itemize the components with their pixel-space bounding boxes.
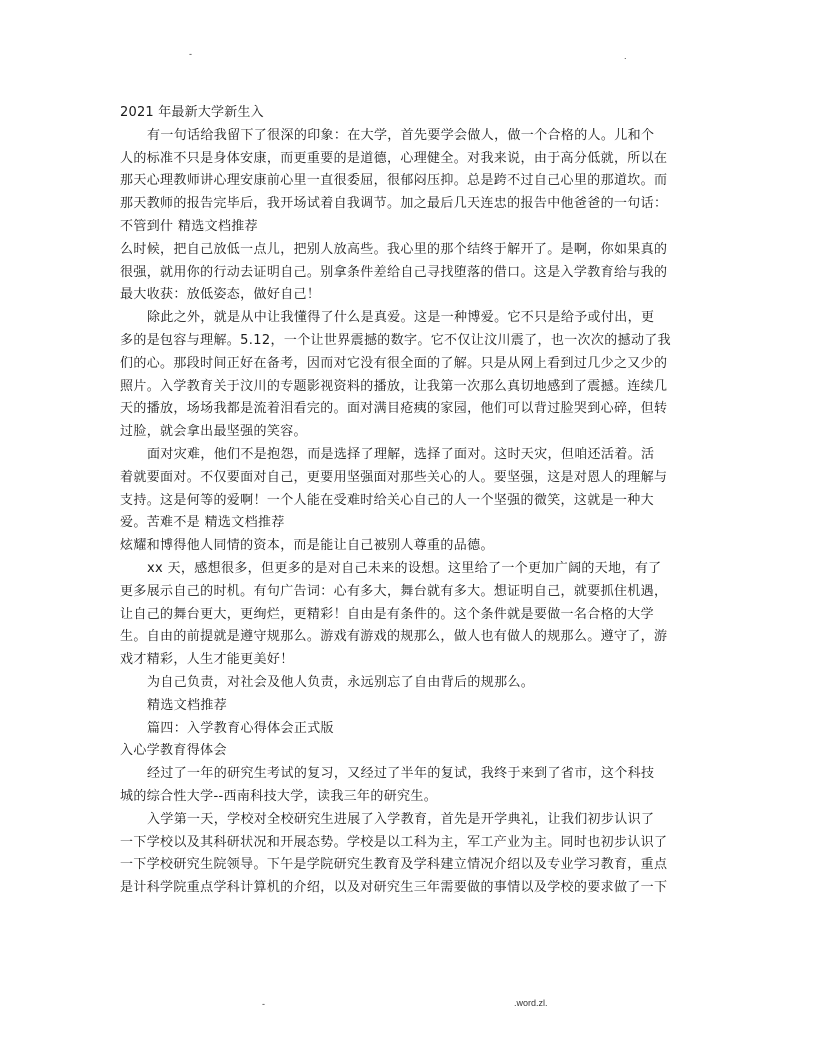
text-line: 炫耀和博得他人同情的资本，而是能让自己被别人尊重的品德。 [120,538,494,554]
text-line: 爱。苦难不是 精选文档推荐 [120,515,285,531]
text-line: 天的播放，场场我都是流着泪看完的。面对满目疮痍的家园，他们可以背过脸哭到心碎，但转 [120,401,668,417]
text-line: 那天心理教师讲心理安康前心里一直很委屈，很郁闷压抑。总是跨不过自己心里的那道坎。而 [120,173,668,189]
text-line: 面对灾难，他们不是抱怨，而是选择了理解，选择了面对。这时天灾，但咱还活着。活 [147,446,655,462]
text-line: 不管到什 精选文档推荐 [120,218,258,234]
text-line: 多的是包容与理解。5.12，一个让世界震撼的数字。它不仅让汶川震了，也一次次的撼动了我 [120,332,671,348]
text-line: 让自己的舞台更大，更绚烂，更精彩！自由是有条件的。这个条件就是要做一名合格的大学 [120,606,655,622]
text-line: 入心学教育得体会 [120,743,227,759]
text-line: 戏才精彩，人生才能更美好！ [120,652,294,668]
text-line: 为自己负责，对社会及他人负责，永远别忘了自由背后的规那么。 [147,674,535,690]
text-line: 着就要面对。不仅要面对自己，更要用坚强面对那些关心的人。要坚强，这是对恩人的理解与 [120,469,668,485]
text-line: 生。自由的前提就是遵守规那么。游戏有游戏的规那么，做人也有做人的规那么。遵守了，游 [120,629,668,645]
text-line: 么时候，把自己放低一点儿，把别人放高些。我心里的那个结终于解开了。是啊，你如果真的 [120,241,668,257]
paragraph-lines [120,125,698,900]
text-line: xx 天，感想很多，但更多的是对自己未来的设想。这里给了一个更加广阔的天地，有了 [147,560,662,576]
footer-left-mark: - [262,999,265,1009]
text-line: 更多展示自己的时机。有句广告词：心有多大，舞台就有多大。想证明自己，就要抓住机遇， [120,583,668,599]
text-line: 有一句话给我留下了很深的印象：在大学，首先要学会做人，做一个合格的人。儿和个 [147,127,655,143]
text-line: 们的心。那段时间正好在备考，因而对它没有很全面的了解。只是从网上看到过几少之又少的 [120,355,668,371]
text-line: 一下学校以及其科研状况和开展态势。学校是以工科为主，军工产业为主。同时也初步认识了 [120,834,668,850]
header-right-mark: . [624,51,627,61]
text-line: 人的标准不只是身体安康，而更重要的是道德，心理健全。对我来说，由于高分低就，所以在 [120,150,668,166]
text-line: 经过了一年的研究生考试的复习，又经过了半年的复试，我终于来到了省市，这个科技 [147,766,655,782]
text-line: 入学第一天，学校对全校研究生进展了入学教育，首先是开学典礼，让我们初步认识了 [147,811,655,827]
footer-right-text: .word.zl. [514,998,548,1008]
document-body [120,102,698,900]
text-line: 很强，就用你的行动去证明自己。别拿条件差给自己寻找堕落的借口。这是入学教育给与我的 [120,264,668,280]
text-line: 最大收获：放低姿态，做好自己！ [120,287,321,303]
text-line: 支持。这是何等的爱啊！一个人能在受难时给关心自己的人一个坚强的微笑，这就是一种大 [120,492,655,508]
text-line: 过脸，就会拿出最坚强的笑容。 [120,424,307,440]
text-line: 篇四：入学教育心得体会正式版 [147,720,334,736]
text-line: 精选文档推荐 [147,697,228,713]
text-line: 那天教师的报告完毕后，我开场试着自我调节。加之最后几天连忠的报告中他爸爸的一句话： [120,196,668,212]
header-left-mark: - [189,49,192,59]
document-title: 2021 年最新大学新生入 [120,105,264,120]
text-line: 照片。入学教育关于汶川的专题影视资料的播放，让我第一次那么真切地感到了震撼。连续几 [120,378,668,394]
text-line: 是计科学院重点学科计算机的介绍，以及对研究生三年需要做的事情以及学校的要求做了一下 [120,880,668,896]
text-line: 一下学校研究生院领导。下午是学院研究生教育及学科建立情况介绍以及专业学习教育，重点 [120,857,668,873]
text-line: 城的综合性大学--西南科技大学，读我三年的研究生。 [120,788,438,804]
text-line: 除此之外，就是从中让我懂得了什么是真爱。这是一种博爱。它不只是给予或付出，更 [147,310,655,326]
